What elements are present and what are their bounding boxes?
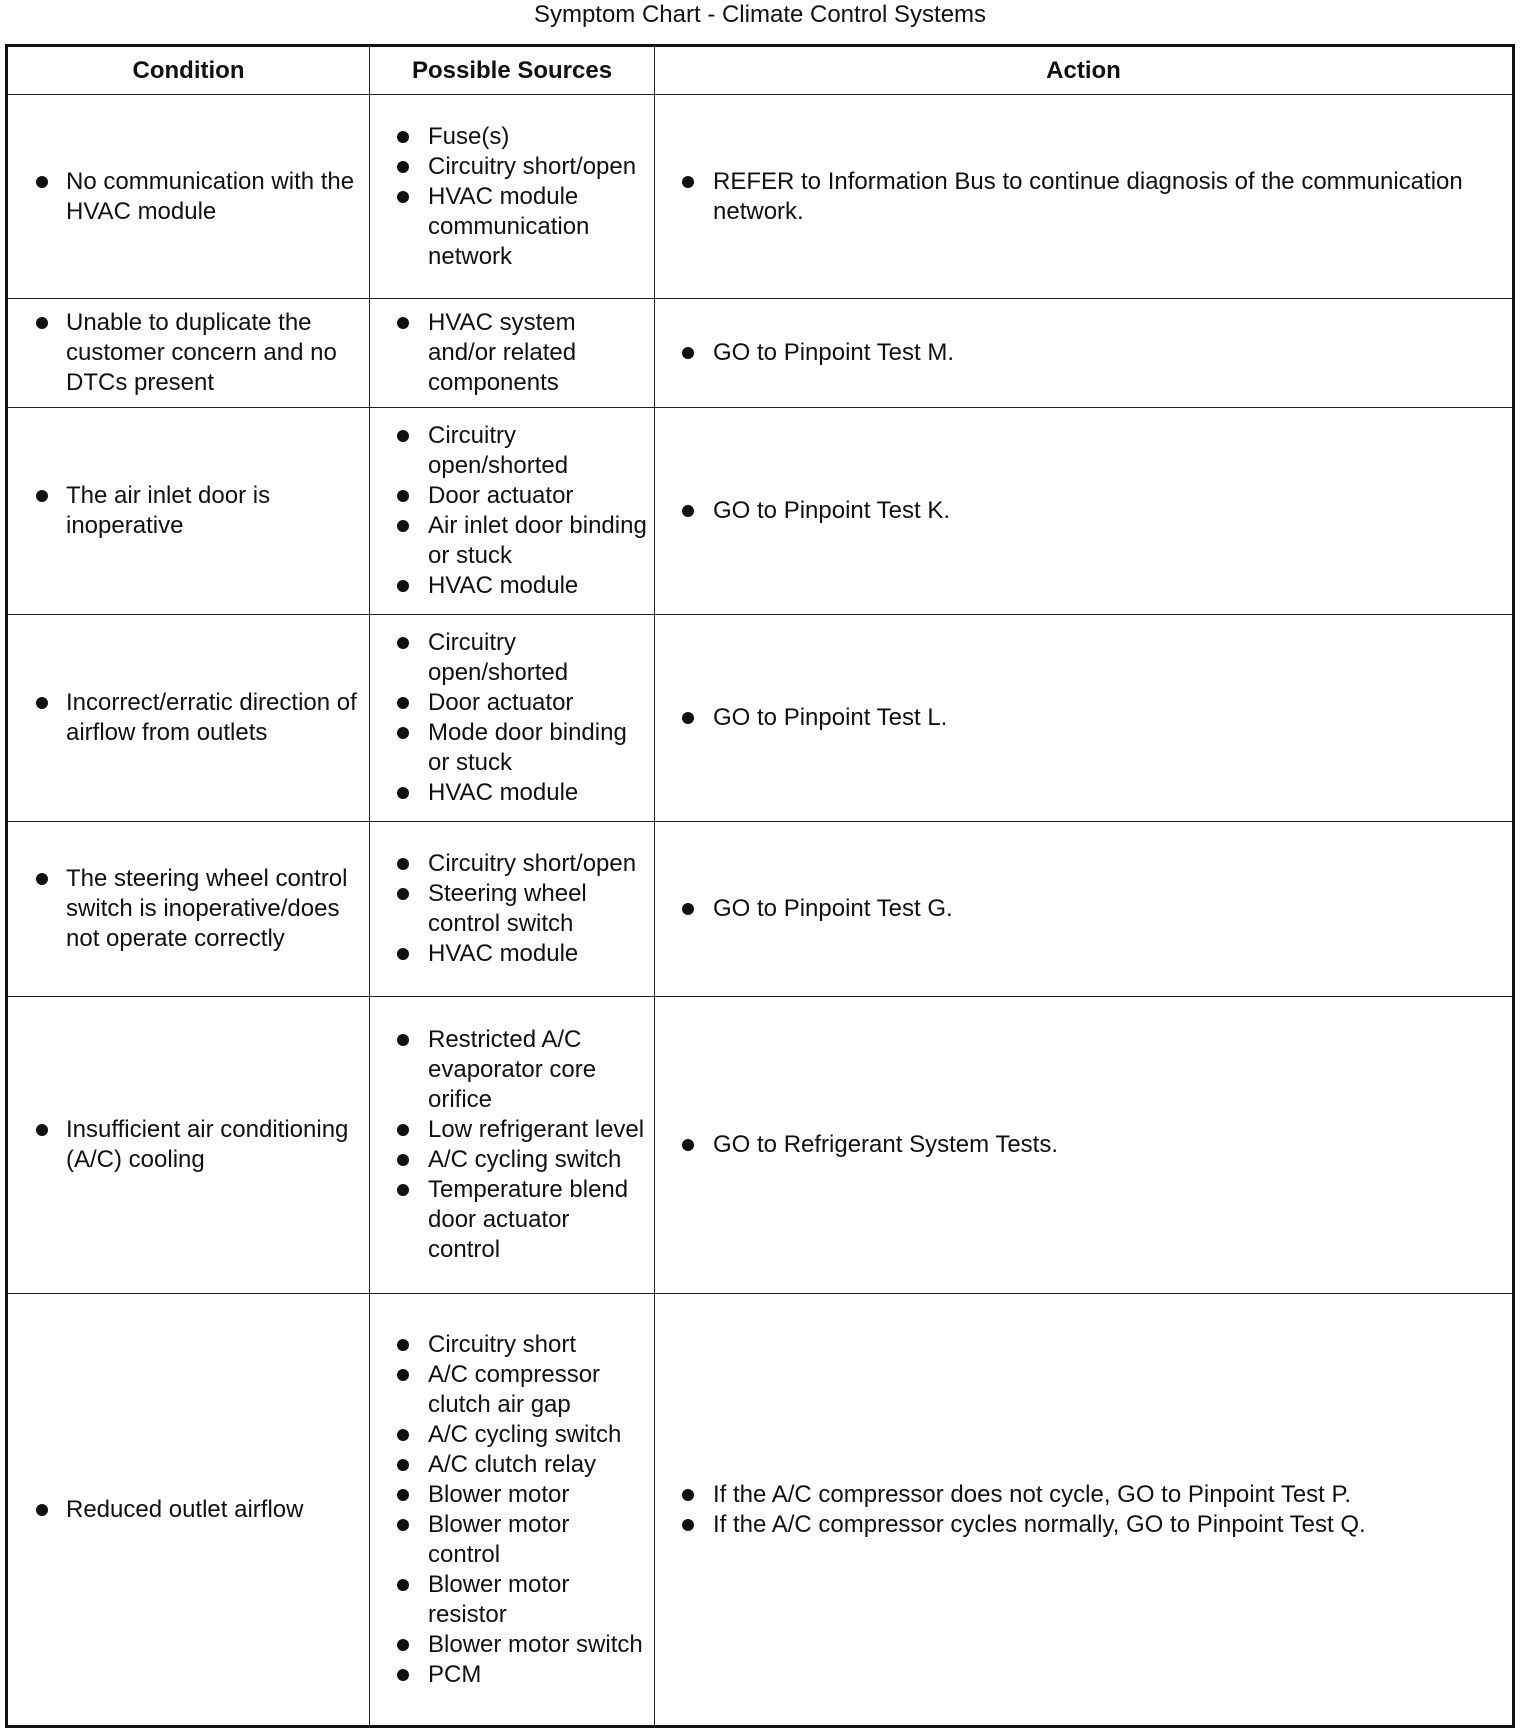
source-item: Blower motor resistor <box>370 1570 654 1630</box>
table-row <box>7 997 1514 1294</box>
action-cell <box>655 95 1514 299</box>
condition-text: Reduced outlet airflow <box>8 1495 369 1525</box>
action-cell <box>655 299 1514 408</box>
condition-cell <box>7 299 370 408</box>
source-item: HVAC module <box>370 939 654 969</box>
source-item: Air inlet door binding or stuck <box>370 511 654 571</box>
action-cell <box>655 822 1514 997</box>
source-item: Circuitry short/open <box>370 849 654 879</box>
page-title: Symptom Chart - Climate Control Systems <box>533 1 987 28</box>
header-action: Action <box>655 46 1514 95</box>
action-item: GO to Pinpoint Test M. <box>655 338 1512 368</box>
source-item: Circuitry short/open <box>370 152 654 182</box>
source-item: A/C cycling switch <box>370 1420 654 1450</box>
action-item: GO to Pinpoint Test L. <box>655 703 1512 733</box>
source-item: Restricted A/C evaporator core orifice <box>370 1025 654 1115</box>
condition-text: The steering wheel control switch is inoperative/does not operate correctly <box>8 864 369 954</box>
source-item: A/C cycling switch <box>370 1145 654 1175</box>
sources-cell <box>370 1294 655 1727</box>
condition-cell <box>7 997 370 1294</box>
sources-cell <box>370 822 655 997</box>
action-item: GO to Refrigerant System Tests. <box>655 1130 1512 1160</box>
source-item: PCM <box>370 1660 654 1690</box>
header-condition: Condition <box>7 46 370 95</box>
source-item: Circuitry open/shorted <box>370 421 654 481</box>
condition-cell <box>7 1294 370 1727</box>
source-item: Temperature blend door actuator control <box>370 1175 654 1265</box>
sources-cell <box>370 997 655 1294</box>
source-item: A/C clutch relay <box>370 1450 654 1480</box>
symptom-chart-table <box>5 44 1515 1728</box>
sources-cell <box>370 615 655 822</box>
source-item: Blower motor control <box>370 1510 654 1570</box>
table-row <box>7 408 1514 615</box>
table-header-row <box>7 46 1514 95</box>
source-item: Fuse(s) <box>370 122 654 152</box>
source-item: Circuitry open/shorted <box>370 628 654 688</box>
source-item: Blower motor switch <box>370 1630 654 1660</box>
sources-cell <box>370 408 655 615</box>
condition-text: Incorrect/erratic direction of airflow from outlets <box>8 688 369 748</box>
source-item: Circuitry short <box>370 1330 654 1360</box>
table-row <box>7 95 1514 299</box>
condition-text: Unable to duplicate the customer concern and no DTCs present <box>8 308 369 398</box>
condition-cell <box>7 822 370 997</box>
source-item: HVAC system and/or related components <box>370 308 654 398</box>
condition-cell <box>7 95 370 299</box>
action-item: If the A/C compressor does not cycle, GO to Pinpoint Test P. <box>655 1480 1512 1510</box>
action-cell <box>655 615 1514 822</box>
source-item: Door actuator <box>370 481 654 511</box>
condition-text: The air inlet door is inoperative <box>8 481 369 541</box>
action-cell <box>655 1294 1514 1727</box>
sources-cell <box>370 95 655 299</box>
header-possible-sources: Possible Sources <box>370 46 655 95</box>
source-item: HVAC module <box>370 778 654 808</box>
source-item: HVAC module <box>370 571 654 601</box>
source-item: A/C compressor clutch air gap <box>370 1360 654 1420</box>
source-item: Blower motor <box>370 1480 654 1510</box>
source-item: Steering wheel control switch <box>370 879 654 939</box>
table-row <box>7 299 1514 408</box>
condition-cell <box>7 408 370 615</box>
table-row <box>7 822 1514 997</box>
condition-cell <box>7 615 370 822</box>
source-item: Low refrigerant level <box>370 1115 654 1145</box>
table-row <box>7 615 1514 822</box>
action-item: If the A/C compressor cycles normally, GO to Pinpoint Test Q. <box>655 1510 1512 1540</box>
table-row <box>7 1294 1514 1727</box>
action-item: GO to Pinpoint Test G. <box>655 894 1512 924</box>
source-item: HVAC module communication network <box>370 182 654 272</box>
sources-cell <box>370 299 655 408</box>
action-item: REFER to Information Bus to continue diagnosis of the communication network. <box>655 167 1512 227</box>
source-item: Mode door binding or stuck <box>370 718 654 778</box>
action-cell <box>655 408 1514 615</box>
condition-text: Insufficient air conditioning (A/C) cooling <box>8 1115 369 1175</box>
source-item: Door actuator <box>370 688 654 718</box>
condition-text: No communication with the HVAC module <box>8 167 369 227</box>
action-cell <box>655 997 1514 1294</box>
action-item: GO to Pinpoint Test K. <box>655 496 1512 526</box>
